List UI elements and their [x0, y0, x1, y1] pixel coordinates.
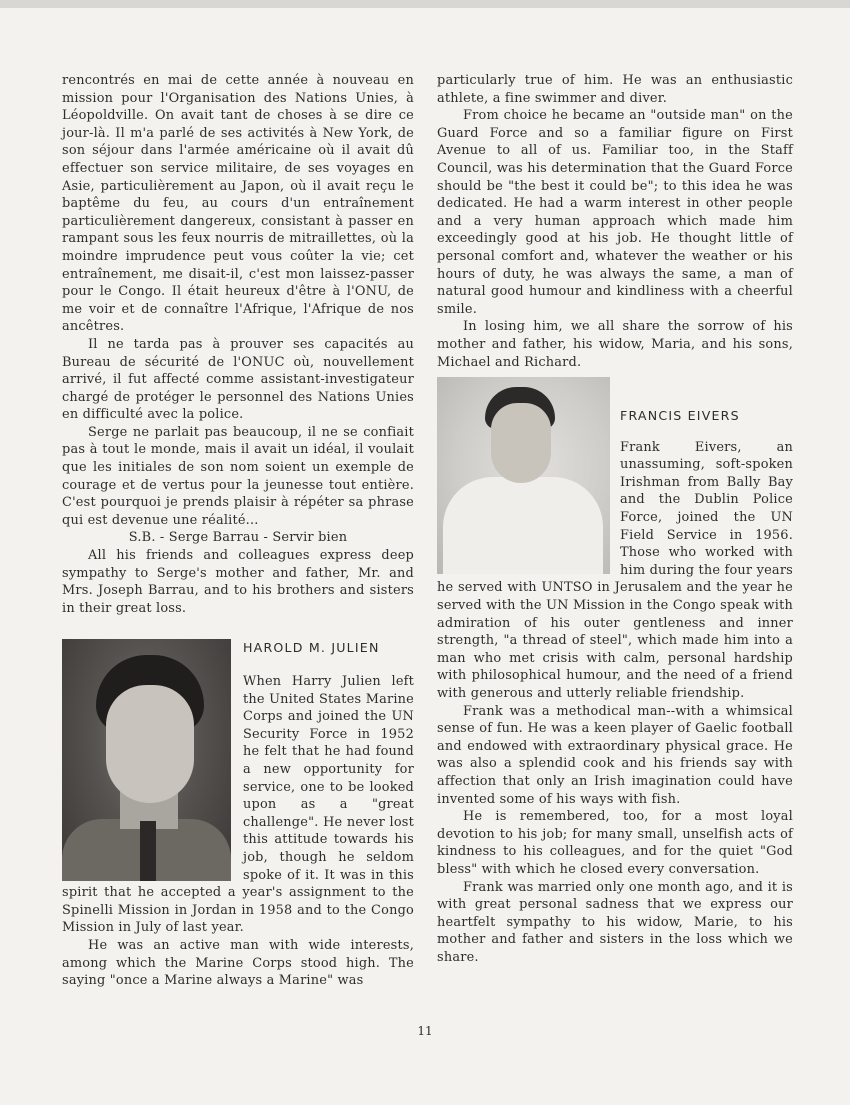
paragraph: Frank was a methodical man--with a whimsical sense of fun. He was a keen player of Gaelic football and endowed with extraordinary physical grace. He was also a splendid cook and his friends say with affection that only an Irish imagination could have invented some of his ways with fish.	[437, 703, 793, 807]
paragraph: All his friends and colleagues express deep sympathy to Serge's mother and father, Mr. and Mrs. Joseph Barrau, and to his brothers and sisters in their great loss.	[62, 548, 414, 616]
right-column	[437, 72, 793, 967]
obituary-heading-julien: HAROLD M. JULIEN	[243, 640, 380, 656]
paragraph: He was an active man with wide interests, among which the Marine Corps stood high. The saying "once a Marine always a Marine" was	[62, 937, 414, 989]
obituary-heading-eivers: FRANCIS EIVERS	[620, 408, 740, 424]
page-number: 11	[417, 1024, 433, 1038]
left-column	[62, 72, 414, 990]
paragraph: rencontrés en mai de cette année à nouveau en mission pour l'Organisation des Nations Unies, à Léopoldville. On avait tant de choses à se dire ce jour-là. Il m'a parlé de ses activités à New York, de son séjour dans l'armée américaine où il avait dû effectuer son service militaire, de ses voyages en Asie, particulièrement au Japon, où il avait reçu le baptême du feu, au cours d'un entraînement particulièrement dangereux, consistant à passer en rampant sous les feux nourris de mitraillettes, où la moindre imprudence peut vous coûter la vie; cet entraînement, me disait-il, c'est mon laissez-passer pour le Congo. Il était heureux d'être à l'ONU, de me voir et de connaître l'Afrique, l'Afrique de nos ancêtres.	[62, 73, 414, 335]
paragraph: Il ne tarda pas à prouver ses capacités au Bureau de sécurité de l'ONUC où, nouvellement arrivé, il fut affecté comme assistant-investigateur chargé de protéger le personnel des Nations Unies en difficulté avec la police.	[62, 336, 414, 423]
paragraph: He is remembered, too, for a most loyal devotion to his job; for many small, unselfish acts of kindness to his colleagues, and for the quiet "God bless" with which he closed every conversation.	[437, 809, 793, 877]
paragraph: Frank Eivers, an unassuming, soft-spoken Irishman from Bally Bay and the Dublin Police Force, joined the UN Field Service in 1956. Those who worked with him during the four years he served with UNTSO in Jerusalem and the year he served with the UN Mission in the Congo speak with admiration of his outer gentleness and inner strength, "a thread of steel", which made him into a man who met crisis with calm, personal hardship with philosophical humour, and the need of a friend with generous and utterly reliable friendship.	[437, 439, 793, 701]
paragraph: particularly true of him. He was an enthusiastic athlete, a fine swimmer and diver.	[437, 73, 793, 106]
paragraph: From choice he became an "outside man" on the Guard Force and so a familiar figure on First Avenue to all of us. Familiar too, in the Staff Council, was his determination that the Guard Force should be "the best it could be"; to this idea he was dedicated. He had a warm interest in other people and a very human approach which made him exceedingly good at his job. He thought little of personal comfort and, whatever the weather or his hours of duty, he was always the same, a man of natural good humour and kindliness with a cheerful smile.	[437, 108, 793, 317]
paragraph: Frank was married only one month ago, and it is with great personal sadness that we express our heartfelt sympathy to his widow, Marie, to his mother and father and sisters in the loss which we share.	[437, 879, 793, 965]
portrait-photo-julien	[62, 639, 231, 881]
page-top-edge	[0, 0, 850, 8]
portrait-photo-eivers	[437, 377, 610, 574]
paragraph: When Harry Julien left the United States Marine Corps and joined the UN Security Force in 1952 he felt that he had found a new opportunity for service, one to be looked upon as a "great challenge". He never lost this attitude towards his job, though he seldom spoke of it. It was in this spirit that he accepted a year's assignment to the Spinelli Mission in Jordan in 1958 and to the Congo Mission in July of last year.	[62, 674, 414, 936]
paragraph: Serge ne parlait pas beaucoup, il ne se confiait pas à tout le monde, mais il avait un idéal, il voulait que les initiales de son nom soient un exemple de courage et de vertus pour la jeunesse tout entière. C'est pourquoi je prends plaisir à répéter sa phrase qui est devenue une réalité...	[62, 424, 414, 528]
signature-line: S.B. - Serge Barrau - Servir bien	[128, 530, 348, 546]
paragraph: In losing him, we all share the sorrow of his mother and father, his widow, Maria, and his sons, Michael and Richard.	[437, 319, 793, 370]
